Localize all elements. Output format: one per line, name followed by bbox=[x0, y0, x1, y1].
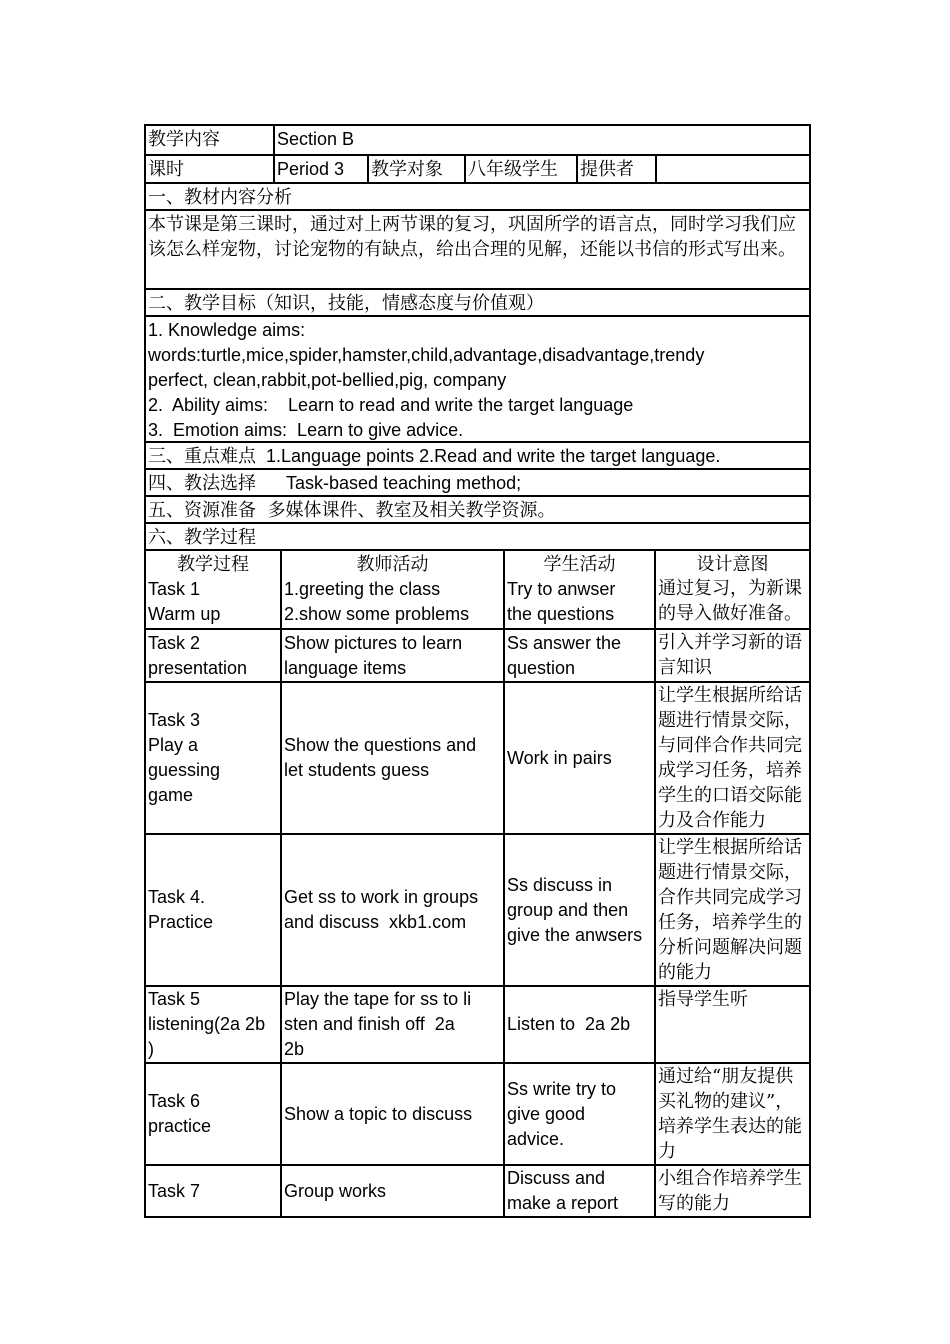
student-activity-cell-text: Discuss and make a report bbox=[507, 1168, 619, 1213]
col-header-student: 学生活动 bbox=[503, 551, 654, 576]
teacher-activity-cell-text: Get ss to work in groups and discuss xkb1.com bbox=[284, 887, 479, 932]
task-cell bbox=[146, 630, 280, 681]
student-activity-cell bbox=[503, 987, 654, 1062]
section2-body-row bbox=[146, 315, 809, 441]
task-cell bbox=[146, 1166, 280, 1216]
task-cell-text: Task 2 presentation bbox=[148, 632, 248, 678]
target-label: 教学对象 bbox=[367, 156, 464, 182]
section4-row bbox=[146, 468, 809, 495]
design-intent-cell bbox=[654, 630, 809, 681]
table-row bbox=[146, 1164, 809, 1216]
student-activity-cell-text: Listen to 2a 2b bbox=[507, 1014, 631, 1034]
goal-line: 1. Knowledge aims: bbox=[148, 320, 306, 340]
task-cell-text: Task 6 practice bbox=[148, 1091, 212, 1136]
content-value: Section B bbox=[273, 126, 809, 154]
header-row-period bbox=[146, 154, 809, 182]
design-intent-cell-text: 引入并学习新的语 言知识 bbox=[658, 632, 802, 678]
teacher-activity-cell bbox=[280, 835, 503, 985]
section4-body: Task-based teaching method; bbox=[286, 473, 522, 493]
teacher-activity-cell-text: Show a topic to discuss bbox=[284, 1103, 473, 1124]
col-header-teacher: 教师活动 bbox=[280, 551, 503, 576]
goal-line: 3. Emotion aims: Learn to give advice. bbox=[148, 420, 464, 440]
teacher-activity-cell bbox=[280, 1166, 503, 1216]
design-intent-cell bbox=[654, 576, 809, 628]
table-row bbox=[146, 1062, 809, 1164]
task-cell bbox=[146, 683, 280, 833]
teacher-activity-cell bbox=[280, 576, 503, 628]
section6-title: 六、教学过程 bbox=[148, 527, 256, 548]
section4 bbox=[146, 470, 809, 495]
table-row bbox=[146, 985, 809, 1062]
provider-label: 提供者 bbox=[576, 156, 655, 182]
teacher-activity-cell bbox=[280, 987, 503, 1062]
target-value: 八年级学生 bbox=[464, 156, 576, 182]
student-activity-cell-text: Try to anwser the questions bbox=[507, 579, 616, 624]
section3-title: 三、重点难点 bbox=[148, 446, 256, 467]
teacher-activity-cell-text: Show the questions and let students guess bbox=[284, 735, 477, 780]
process-header-row bbox=[146, 549, 809, 576]
design-intent-cell-text: 通过复习，为新课 的导入做好准备。 bbox=[658, 578, 802, 624]
provider-value bbox=[655, 156, 809, 182]
section4-title: 四、教法选择 bbox=[148, 473, 256, 494]
task-cell bbox=[146, 576, 280, 628]
table-row bbox=[146, 681, 809, 833]
goal-line: words:turtle,mice,spider,hamster,child,advantage,disadvantage,trendy bbox=[148, 345, 705, 365]
col-header-process: 教学过程 bbox=[177, 554, 249, 575]
task-cell-text: Task 4. Practice bbox=[148, 887, 214, 932]
table-row bbox=[146, 576, 809, 628]
design-intent-cell bbox=[654, 835, 809, 985]
section3-body: 1.Language points 2.Read and write the target language. bbox=[266, 446, 721, 466]
section6-title-row bbox=[146, 522, 809, 549]
section5-title: 五、资源准备 bbox=[148, 500, 256, 521]
section3-row bbox=[146, 441, 809, 468]
student-activity-cell bbox=[503, 1166, 654, 1216]
teacher-activity-cell bbox=[280, 630, 503, 681]
section5-row bbox=[146, 495, 809, 522]
design-intent-cell bbox=[654, 987, 809, 1062]
section1-body: 本节课是第三课时，通过对上两节课的复习，巩固所学的语言点，同时学习我们应该怎么样宠物，讨论宠物的有缺点，给出合理的见解，还能以书信的形式写出来。 bbox=[148, 214, 796, 260]
design-intent-cell-text: 让学生根据所给话 题进行情景交际， 与同伴合作共同完 成学习任务，培养 学生的口语交际能 力及合作能力 bbox=[658, 685, 802, 831]
teacher-activity-cell-text: Show pictures to learn language items bbox=[284, 632, 463, 678]
table-row bbox=[146, 833, 809, 985]
student-activity-cell bbox=[503, 630, 654, 681]
period-label: 课时 bbox=[148, 159, 184, 180]
goal-line: perfect, clean,rabbit,pot-bellied,pig, company bbox=[148, 370, 507, 390]
student-activity-cell-text: Ss answer the question bbox=[507, 632, 622, 678]
task-cell-text: Task 7 bbox=[148, 1180, 201, 1201]
design-intent-cell bbox=[654, 1166, 809, 1216]
section2-body bbox=[146, 317, 809, 441]
table-row bbox=[146, 628, 809, 681]
section5-body: 多媒体课件、教室及相关教学资源。 bbox=[267, 500, 556, 521]
process-rows bbox=[146, 576, 809, 1216]
teacher-activity-cell-text: Play the tape for ss to li sten and finish off 2a 2b bbox=[284, 989, 472, 1059]
student-activity-cell bbox=[503, 683, 654, 833]
student-activity-cell-text: Work in pairs bbox=[507, 747, 612, 768]
teacher-activity-cell bbox=[280, 683, 503, 833]
lesson-plan-table bbox=[144, 124, 811, 1218]
section2-title: 二、教学目标（知识，技能，情感态度与价值观） bbox=[148, 293, 544, 314]
student-activity-cell-text: Ss write try to give good advice. bbox=[507, 1078, 617, 1149]
period-value: Period 3 bbox=[273, 156, 367, 182]
student-activity-cell bbox=[503, 835, 654, 985]
student-activity-cell bbox=[503, 1064, 654, 1164]
teacher-activity-cell bbox=[280, 1064, 503, 1164]
section5 bbox=[146, 497, 809, 522]
section1-title: 一、教材内容分析 bbox=[148, 187, 292, 208]
task-cell bbox=[146, 835, 280, 985]
section1-body-row bbox=[146, 209, 809, 288]
col-header-intent: 设计意图 bbox=[654, 551, 809, 576]
section3 bbox=[146, 443, 809, 468]
student-activity-cell bbox=[503, 576, 654, 628]
student-activity-cell-text: Ss discuss in group and then give the anwsers bbox=[507, 874, 643, 945]
design-intent-cell bbox=[654, 1064, 809, 1164]
section1-title-row bbox=[146, 182, 809, 209]
task-cell bbox=[146, 987, 280, 1062]
teacher-activity-cell-text: 1.greeting the class 2.show some problems bbox=[284, 579, 470, 624]
design-intent-cell-text: 指导学生听 bbox=[658, 989, 748, 1010]
task-cell-text: Task 5 listening(2a 2b ) bbox=[148, 989, 266, 1059]
goal-line: 2. Ability aims: Learn to read and write the target language bbox=[148, 395, 634, 415]
header-row-content bbox=[146, 126, 809, 154]
teacher-activity-cell-text: Group works bbox=[284, 1180, 387, 1201]
section2-title-row bbox=[146, 288, 809, 315]
task-cell-text: Task 3 Play a guessing game bbox=[148, 710, 221, 805]
content-label: 教学内容 bbox=[148, 129, 220, 150]
task-cell-text: Task 1 Warm up bbox=[148, 579, 221, 624]
design-intent-cell-text: 让学生根据所给话 题进行情景交际， 合作共同完成学习 任务，培养学生的 分析问题解决问题 的能力 bbox=[658, 837, 802, 983]
task-cell bbox=[146, 1064, 280, 1164]
design-intent-cell bbox=[654, 683, 809, 833]
design-intent-cell-text: 通过给“朋友提供 买礼物的建议”， 培养学生表达的能 力 bbox=[658, 1066, 802, 1162]
design-intent-cell-text: 小组合作培养学生 写的能力 bbox=[658, 1168, 802, 1214]
